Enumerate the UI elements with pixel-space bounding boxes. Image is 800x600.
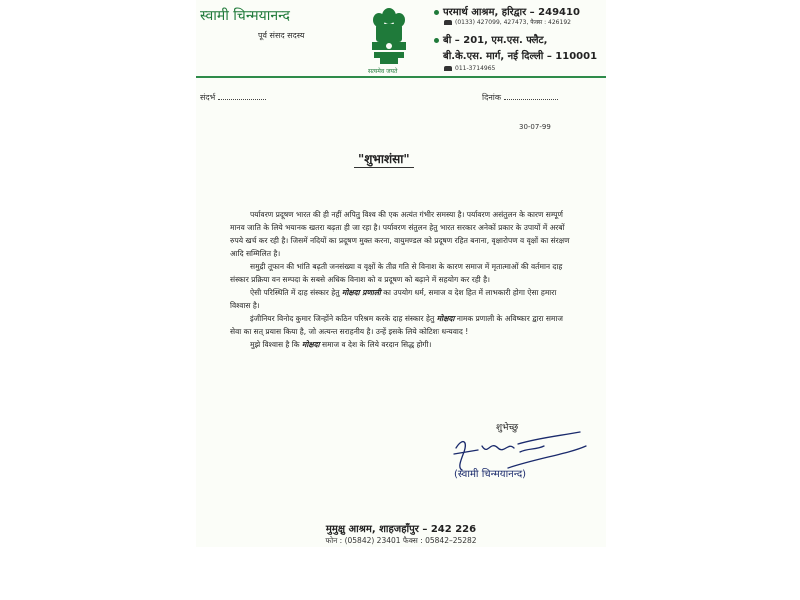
body-paragraph-2: समुद्री तूफान की भांति बढ़ती जनसंख्या व वृक्षों के तीव्र गति से विनाश के कारण समाज में मृतात्माओं की वर्तमान दाह संस्कार प्रक्रिया वन सम्पदा के सबसे अधिक विनाश को व प्रदूषण को बढ़ाने में सहयोग कर रही है। (230, 262, 563, 284)
date-field (482, 91, 558, 103)
address2-line2: बी.के.एस. मार्ग, नई दिल्ली – 110001 (443, 51, 598, 62)
phone-icon (444, 66, 452, 71)
body-paragraph-1: पर्यावरण प्रदूषण भारत की ही नहीं अपितु विश्व की एक अत्यंत गंभीर समस्या है। पर्यावरण असंतुलन के कारण सम्पूर्ण मानव जाति के लिये भयानक खतरा बढ़ता ही जा रहा है। पर्यावरण संतुलन हेतु भारत सरकार अनेकों प्रकार के उपायों में अरबों रुपये खर्च कर रही है। जिसमें नदियों का प्रदूषण मुक्त करना, वायुमण्डल को प्रदूषण रहित बनाना, वृक्षारोपण व वृक्षों का संरक्षण आदि सम्मिलित है। (230, 210, 570, 258)
phone-icon (444, 20, 452, 25)
address-block-haridwar (434, 4, 580, 26)
body-text-span: का उपयोग धर्म, समाज व देश हित में लाभकारी होगा ऐसा हमारा विश्वास है। (230, 288, 557, 310)
sender-title: पूर्व संसद सदस्य (258, 31, 305, 40)
emphasis-text: मोक्षदा प्रणाली (341, 288, 381, 297)
bullet-icon (434, 38, 439, 43)
body-text-span: नामक प्रणाली के अविष्कार द्वारा समाज सेवा का सत् प्रयास किया है, जो अत्यन्त सराहनीय है। उन्हें इसके लिये कोटिशः धन्यवाद ! (230, 314, 563, 336)
sender-name: स्वामी चिन्मयानन्द (200, 8, 290, 24)
body-text-span: मुझे विश्वास है कि (250, 340, 300, 349)
body-paragraph-5 (230, 338, 570, 351)
address1-line1: परमार्थ आश्रम, हरिद्वार – 249410 (443, 7, 580, 18)
body-text-span: ऐसी परिस्थिति में दाह संस्कार हेतु (250, 288, 340, 297)
date-dotted-line (504, 91, 558, 100)
date-label: दिनांक (482, 93, 501, 102)
address1-phone: (0133) 427099, 427473, फैक्स : 426192 (455, 19, 571, 26)
reference-dotted-line (218, 91, 266, 100)
emblem-motto: सत्यमेव जयते (368, 68, 398, 75)
footer-address: मुमुक्षु आश्रम, शाहजहाँपुर – 242 226 (325, 524, 477, 535)
letter-date: 30-07-99 (519, 123, 551, 131)
emphasis-text: मोक्षदा (301, 340, 320, 349)
letter-body (230, 208, 570, 351)
closing-salutation: शुभेच्छु (496, 423, 519, 433)
letter-heading: "शुभाशंसा" (354, 150, 414, 168)
address-block-delhi (434, 32, 597, 72)
bullet-icon (434, 10, 439, 15)
letter-document (196, 0, 606, 547)
reference-field (200, 91, 266, 103)
footer-contact: फोन : (05842) 23401 फैक्स : 05842–25282 (325, 536, 477, 545)
national-emblem-icon (366, 4, 412, 74)
emphasis-text: मोक्षदा (436, 314, 455, 323)
body-paragraph-3 (230, 286, 570, 312)
letterhead-divider (196, 76, 606, 78)
address2-line1: बी – 201, एम.एस. फ्लैट, (443, 35, 548, 46)
body-text-span: समाज व देश के लिये वरदान सिद्ध होगी। (322, 340, 432, 349)
signatory-name: (स्वामी चिन्मयानन्द) (454, 469, 527, 480)
reference-label: संदर्भ (200, 93, 216, 102)
body-paragraph-4 (230, 312, 570, 338)
address2-phone: 011-3714965 (455, 65, 496, 72)
body-text-span: इंजीनियर विनोद कुमार जिन्होंने कठिन परिश्रम करके दाह संस्कार हेतु (250, 314, 435, 323)
